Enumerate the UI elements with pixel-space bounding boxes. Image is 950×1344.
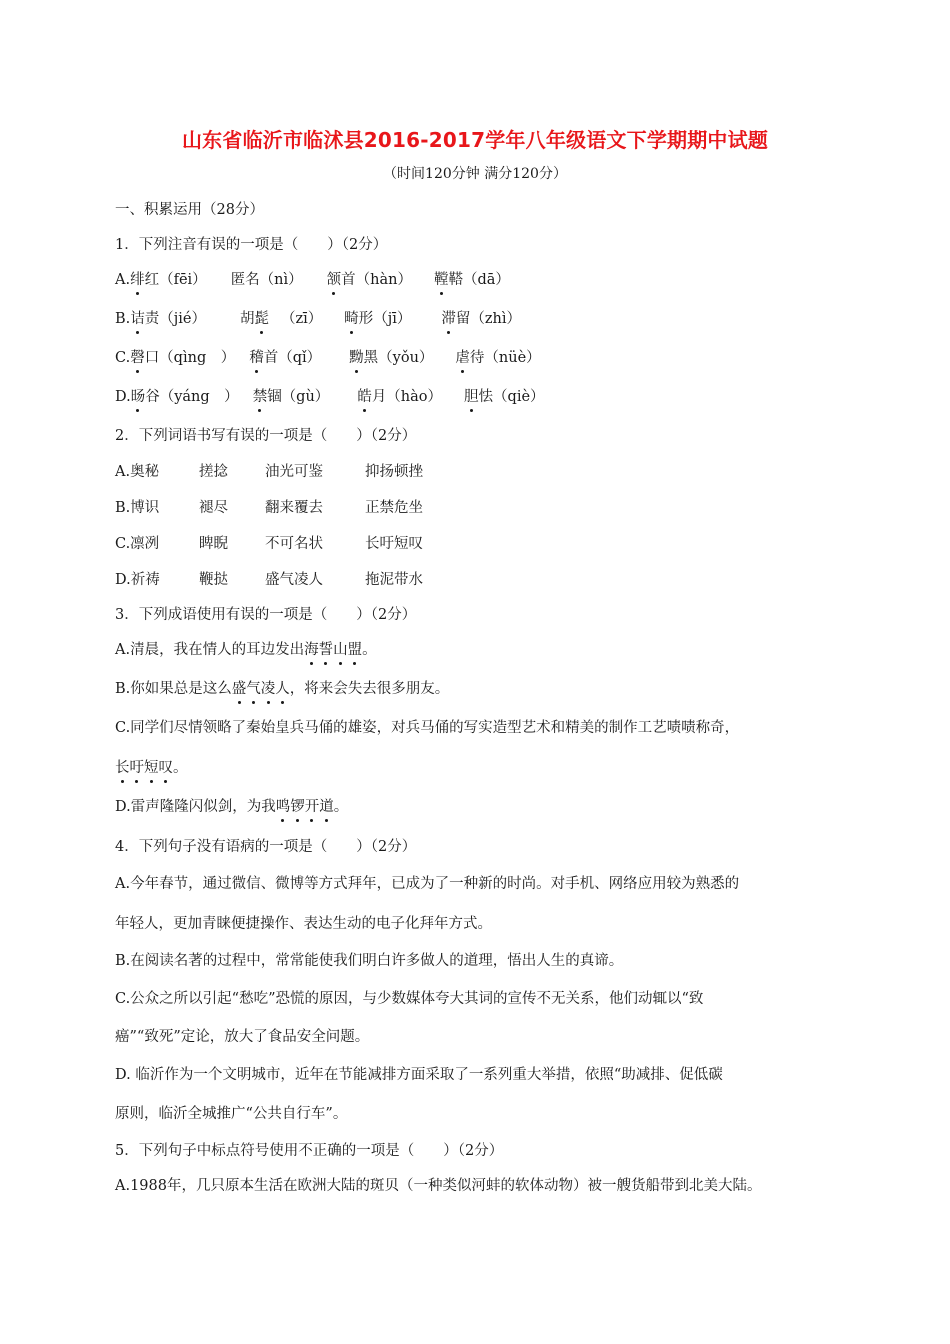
dotted-char: 诘: [130, 307, 145, 328]
question-1-option-d: D.旸谷（yáng ） 禁锢（gù） 皓月（hào） 胆怯（qiè）: [115, 385, 545, 406]
question-2-option-a: A.奥秘 搓捻 油光可鉴 抑扬顿挫: [115, 464, 423, 480]
question-4-option-d-line1: D. 临沂作为一个文明城市，近年在节能减排方面采取了一系列重大举措，依照“助减排、促低碳: [115, 1067, 723, 1083]
dotted-char: 短: [144, 756, 159, 777]
question-4-stem: 4．下列句子没有语病的一项是（ ）（2分）: [115, 839, 417, 855]
dotted-char: 髭: [254, 307, 269, 328]
question-3-option-c-line2: 长吁短叹。: [115, 756, 188, 777]
question-3-option-b: B.你如果总是这么盛气凌人，将来会失去很多朋友。: [115, 677, 449, 698]
dotted-char: 虐: [455, 346, 470, 367]
dotted-char: 道: [319, 795, 334, 816]
dotted-char: 皓: [357, 385, 372, 406]
question-2-option-d: D.祈祷 鞭挞 盛气凌人 拖泥带水: [115, 572, 423, 588]
dotted-char: 绯: [130, 268, 145, 289]
dotted-char: 叹: [159, 756, 174, 777]
question-3-option-d: D.雷声隆隆闪似剑，为我鸣锣开道。: [115, 795, 348, 816]
dotted-char: 锣: [290, 795, 305, 816]
dotted-char: 旸: [131, 385, 146, 406]
dotted-char: 盟: [348, 638, 363, 659]
question-4-option-a-line2: 年轻人，更加青睐便捷操作、表达生动的电子化拜年方式。: [115, 916, 492, 932]
question-1-option-c: C.磬口（qìng ） 稽首（qǐ） 黝黑（yǒu） 虐待（nüè）: [115, 346, 541, 367]
question-2-stem: 2．下列词语书写有误的一项是（ ）（2分）: [115, 428, 417, 444]
dotted-char: 山: [333, 638, 348, 659]
dotted-char: 颔: [327, 268, 342, 289]
dotted-char: 誓: [319, 638, 334, 659]
question-1-stem: 1．下列注音有误的一项是（ ）（2分）: [115, 237, 388, 253]
dotted-char: 鸣: [276, 795, 291, 816]
question-3-option-c-line1: C.同学们尽情领略了秦始皇兵马俑的雄姿，对兵马俑的写实造型艺术和精美的制作工艺啧啧称奇，: [115, 720, 740, 736]
dotted-char: 胆: [464, 385, 479, 406]
question-4-option-d-line2: 原则，临沂全城推广“公共自行车”。: [115, 1106, 348, 1122]
question-1-option-b: B.诘责（jié） 胡髭 （zī） 畸形（jī） 滞留（zhì）: [115, 307, 521, 328]
question-4-option-b: B.在阅读名著的过程中，常常能使我们明白许多做人的道理，悟出人生的真谛。: [115, 953, 624, 969]
question-3-stem: 3．下列成语使用有误的一项是（ ）（2分）: [115, 607, 417, 623]
dotted-idiom: [232, 681, 290, 697]
dotted-char: 磬: [130, 346, 145, 367]
dotted-char: 鞺: [434, 268, 449, 289]
dotted-idiom: [304, 642, 362, 658]
question-2-option-b: B.博识 褪尽 翻来覆去 正禁危坐: [115, 500, 423, 516]
dotted-char: 滞: [441, 307, 456, 328]
dotted-char: 气: [246, 677, 261, 698]
dotted-idiom: [276, 799, 334, 815]
dotted-char: 稽: [249, 346, 264, 367]
dotted-idiom: [115, 760, 173, 776]
question-5-stem: 5．下列句子中标点符号使用不正确的一项是（ ）（2分）: [115, 1143, 504, 1159]
dotted-char: 人: [275, 677, 290, 698]
question-2-option-c: C.凛冽 睥睨 不可名状 长吁短叹: [115, 536, 423, 552]
dotted-char: 盛: [232, 677, 247, 698]
exam-time-score: （时间120分钟 满分120分）: [383, 166, 567, 182]
page-title: 山东省临沂市临沭县2016-2017学年八年级语文下学期期中试题: [181, 128, 769, 152]
dotted-char: 黝: [349, 346, 364, 367]
dotted-char: 长: [115, 756, 130, 777]
question-1-option-a: A.绯红（fēi） 匿名（nì） 颔首（hàn） 鞺鞳（dā）: [115, 268, 510, 289]
question-4-option-a-line1: A.今年春节，通过微信、微博等方式拜年，已成为了一种新的时尚。对手机、网络应用较为熟悉的: [115, 876, 740, 892]
question-5-option-a: A.1988年，几只原本生活在欧洲大陆的斑贝（一种类似河蚌的软体动物）被一艘货船带到北美大陆。: [115, 1178, 762, 1194]
dotted-char: 禁: [253, 385, 268, 406]
question-4-option-c-line2: 癌”“致死”定论，放大了食品安全问题。: [115, 1029, 370, 1045]
question-3-option-a: A.清晨，我在情人的耳边发出海誓山盟。: [115, 638, 377, 659]
section-heading: 一、积累运用（28分）: [115, 202, 264, 218]
dotted-char: 开: [305, 795, 320, 816]
dotted-char: 畸: [344, 307, 359, 328]
question-4-option-c-line1: C.公众之所以引起“愁吃”恐慌的原因，与少数媒体夸大其词的宣传不无关系，他们动辄以“致: [115, 991, 704, 1007]
dotted-char: 凌: [261, 677, 276, 698]
dotted-char: 吁: [130, 756, 145, 777]
dotted-char: 海: [304, 638, 319, 659]
